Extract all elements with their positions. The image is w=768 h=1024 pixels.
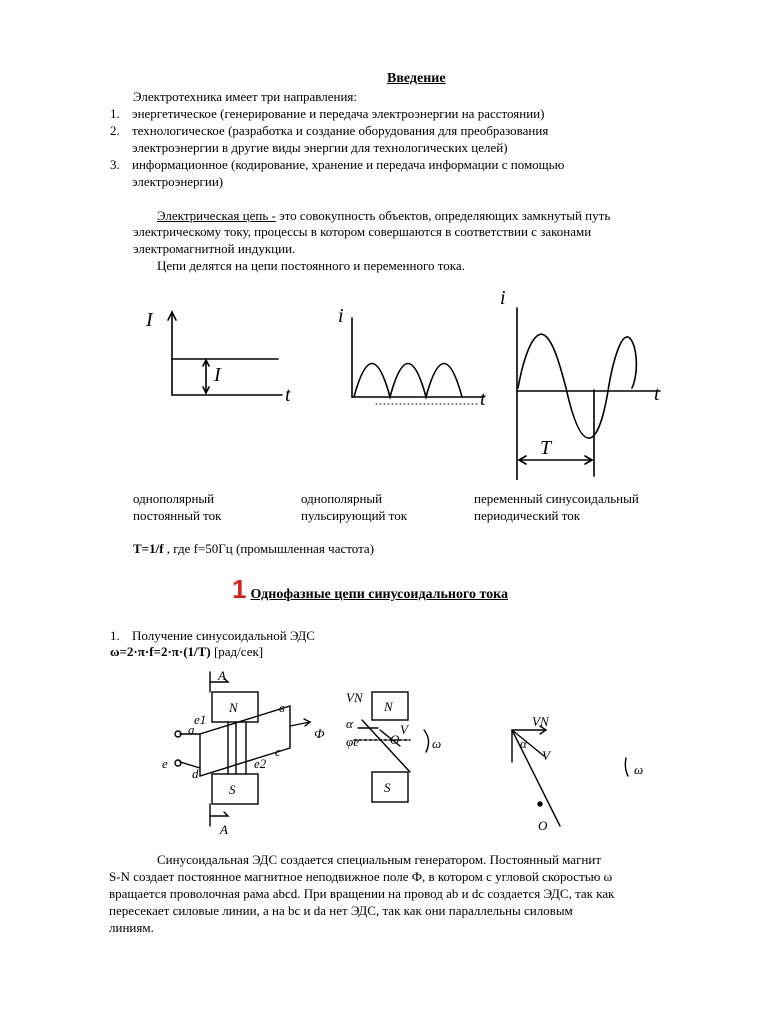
generator-paragraph-line3: вращается проволочная рама abcd. При вращении на провод ab и dc создается ЭДС, так как [109, 886, 615, 901]
generator-paragraph-line1: Синусоидальная ЭДС создается специальным генератором. Постоянный магнит [157, 852, 601, 867]
list-item-3-cont: электроэнергии) [132, 174, 224, 189]
label-S-side: S [384, 780, 391, 795]
circuit-types-text: Цепи делятся на цепи постоянного и переменного тока. [157, 258, 465, 273]
current-graphs-figure [120, 280, 680, 480]
dc-axis-y-label: I [146, 309, 153, 331]
pulse-axis-y-label: i [338, 305, 344, 327]
list-number: 3. [110, 157, 120, 172]
label-S: S [229, 782, 236, 797]
generator-diagram [150, 664, 670, 840]
generator-paragraph-line2: S-N создает постоянное магнитное неподвижное поле Ф, в котором с угловой скоростью ω [109, 869, 613, 884]
page-title: Введение [387, 71, 446, 86]
section-title: Однофазные цепи синусоидального тока [250, 587, 509, 602]
caption-dc-line1: однополярный [133, 491, 215, 506]
ac-axis-x-label: t [654, 383, 660, 405]
generator-paragraph-line5: линиям. [109, 920, 154, 935]
list-number: 2. [110, 123, 120, 138]
label-alpha-3: α [520, 736, 527, 751]
period-formula [133, 541, 374, 557]
circuit-definition-line1 [157, 208, 610, 224]
label-N-side: N [384, 699, 393, 714]
omega-formula-rest: [рад/сек] [210, 644, 264, 659]
label-e2: e2 [254, 756, 267, 771]
section-number: 1 [232, 574, 247, 604]
list-text: технологическое (разработка и создание оборудования для преобразования [132, 123, 549, 138]
period-formula-rest: , где f=50Гц (промышленная частота) [163, 541, 375, 556]
caption-ac-line1: переменный синусоидальный [474, 491, 639, 506]
ac-period-label: T [540, 437, 552, 459]
ac-axis-y-label: i [500, 287, 506, 309]
label-e1: e1 [194, 712, 207, 727]
pulse-current-graph [352, 318, 484, 404]
list-text: информационное (кодирование, хранение и передача информации с помощью [132, 157, 565, 172]
ac-current-graph [517, 308, 660, 480]
label-vn-3: VN [532, 714, 549, 729]
list-item-2 [110, 123, 548, 139]
label-c: c [275, 744, 281, 759]
item-number: 1. [110, 628, 120, 643]
intro-text: Электротехника имеет три направления: [133, 89, 358, 104]
caption-ac-line2: периодический ток [474, 508, 581, 523]
list-text: энергетическое (генерирование и передача электроэнергии на расстоянии) [132, 106, 545, 121]
dc-level-label: I [214, 364, 221, 386]
label-a: a [188, 722, 195, 737]
item-text: Получение синусоидальной ЭДС [132, 628, 315, 643]
label-phi-e: φe [346, 734, 359, 749]
list-item-1 [110, 106, 544, 122]
omega-arrow-3 [625, 758, 628, 776]
dc-current-graph [168, 312, 282, 395]
label-e: e [162, 756, 168, 771]
label-phi: Ф [314, 726, 325, 741]
list-item-3 [110, 157, 564, 173]
caption-dc-line2: постоянный ток [133, 508, 222, 523]
label-omega-3: ω [634, 762, 644, 777]
pulse-axis-x-label: t [480, 388, 486, 410]
label-omega-side: ω [432, 736, 442, 751]
label-vn: VN [346, 690, 363, 705]
label-A-bottom: A [220, 822, 228, 837]
list-item-2-cont: электроэнергии в другие виды энергии для технологических целей) [132, 140, 508, 155]
velocity-vector-diagram [512, 726, 628, 826]
ac-waveform [518, 334, 636, 438]
omega-formula-bold: ω=2·π·f=2·π·(1/T) [110, 644, 211, 659]
v-vector [512, 730, 544, 756]
label-v: V [400, 722, 408, 737]
caption-pulse-line1: однополярный [301, 491, 383, 506]
circuit-definition-line3: электромагнитной индукции. [133, 241, 296, 256]
generator-front-view [175, 672, 310, 826]
pulse-waveform [354, 364, 462, 398]
wire-frame [200, 706, 290, 776]
label-b: в [279, 700, 285, 715]
label-v-3: V [542, 748, 550, 763]
label-A-top: A [218, 668, 226, 683]
item-1 [110, 628, 315, 644]
circuit-def-text: это совокупность объектов, определяющих замкнутый путь [275, 208, 611, 223]
omega-arrow-side [424, 730, 429, 752]
caption-pulse-line2: пульсирующий ток [301, 508, 408, 523]
period-formula-bold: T=1/f [133, 541, 164, 556]
label-o-3: O [538, 818, 548, 833]
label-d: d [192, 766, 199, 781]
label-o: O [390, 732, 400, 747]
circuit-term: Электрическая цепь - [157, 208, 276, 223]
label-alpha: α [346, 716, 353, 731]
generator-paragraph-line4: пересекает силовые линии, а на bc и da нет ЭДС, так как они параллельны силовым [109, 903, 573, 918]
circuit-definition-line2: электрическому току, процессы в котором совершаются в соответствии с законами [133, 224, 592, 239]
list-number: 1. [110, 106, 120, 121]
section-heading [232, 574, 508, 610]
omega-formula [110, 644, 263, 660]
dc-axis-x-label: t [285, 384, 291, 406]
label-N: N [229, 700, 238, 715]
